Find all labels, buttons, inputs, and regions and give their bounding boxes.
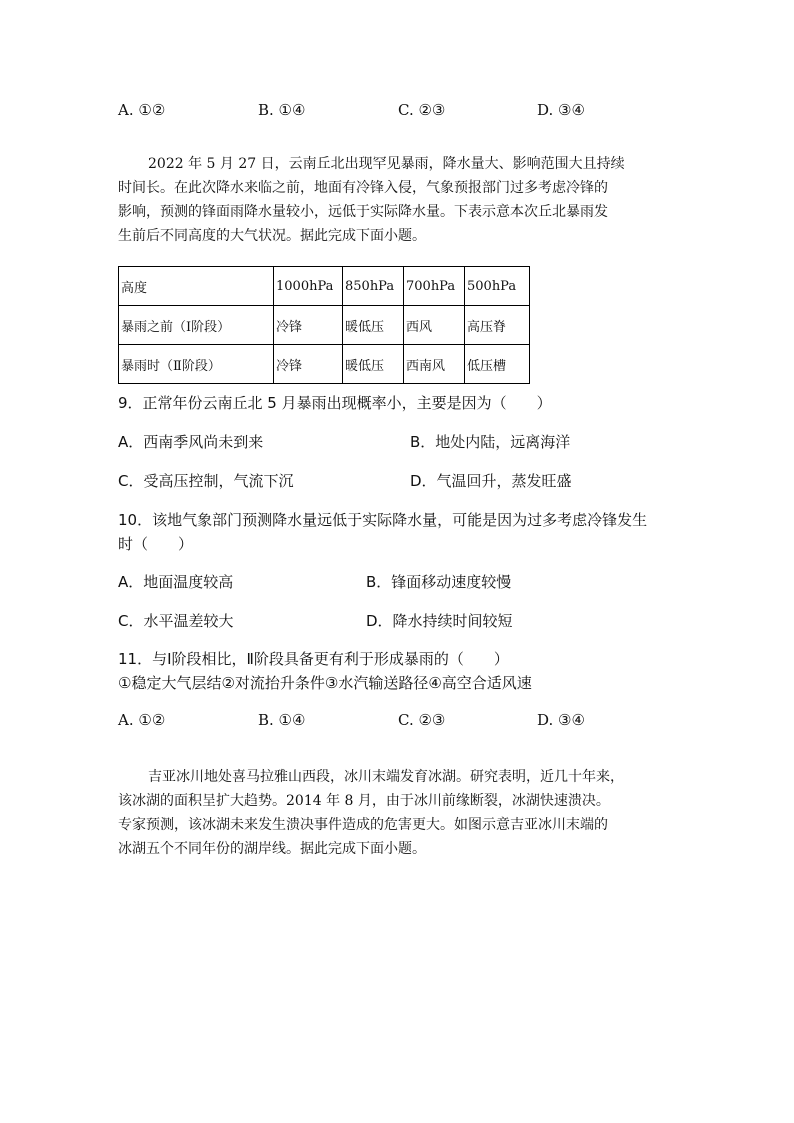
passage-line: 吉亚冰川地处喜马拉雅山西段，冰川末端发育冰湖。研究表明，近几十年来， bbox=[148, 769, 624, 785]
passage-line: 影响，预测的锋面雨降水量较小，远低于实际降水量。下表示意本次丘北暴雨发 bbox=[118, 204, 608, 220]
q9-option-d: D．气温回升，蒸发旺盛 bbox=[410, 472, 572, 490]
previous-question-options bbox=[118, 101, 718, 123]
q10-option-d: D．降水持续时间较短 bbox=[366, 612, 513, 630]
question-10-stem-line1: 10．该地气象部门预测降水量远低于实际降水量，可能是因为过多考虑冷锋发生 bbox=[118, 511, 648, 529]
table-cell: 1000hPa bbox=[274, 267, 343, 306]
q10-option-a: A．地面温度较高 bbox=[118, 573, 234, 591]
table-row bbox=[119, 345, 530, 384]
passage-line: 时间长。在此次降水来临之前，地面有冷锋入侵，气象预报部门过多考虑冷锋的 bbox=[118, 180, 608, 196]
table-cell: 850hPa bbox=[343, 267, 404, 306]
question-11-items: ①稳定大气层结②对流抬升条件③水汽输送路径④高空合适风速 bbox=[118, 674, 532, 692]
question-9-stem: 9．正常年份云南丘北 5 月暴雨出现概率小，主要是因为（ ） bbox=[118, 394, 552, 412]
table-cell: 暖低压 bbox=[343, 345, 404, 384]
table-cell: 冷锋 bbox=[274, 345, 343, 384]
table-cell: 暴雨时（Ⅱ阶段） bbox=[119, 345, 274, 384]
passage-glacier-lake bbox=[118, 765, 678, 861]
q9-option-c: C．受高压控制，气流下沉 bbox=[118, 472, 294, 490]
table-cell: 冷锋 bbox=[274, 306, 343, 345]
table-header-row bbox=[119, 267, 530, 306]
table-cell: 高度 bbox=[119, 267, 274, 306]
option-b: B. ①④ bbox=[258, 101, 306, 119]
q10-option-b: B．锋面移动速度较慢 bbox=[366, 573, 512, 591]
passage-line: 专家预测，该冰湖未来发生溃决事件造成的危害更大。如图示意吉亚冰川末端的 bbox=[118, 817, 608, 833]
table-cell: 高压脊 bbox=[465, 306, 530, 345]
table-cell: 700hPa bbox=[404, 267, 465, 306]
table-cell: 低压槽 bbox=[465, 345, 530, 384]
q11-option-c: C. ②③ bbox=[398, 711, 446, 729]
question-11-stem: 11．与Ⅰ阶段相比，Ⅱ阶段具备更有利于形成暴雨的（ ） bbox=[118, 650, 509, 668]
q9-option-a: A．西南季风尚未到来 bbox=[118, 433, 264, 451]
table-cell: 西南风 bbox=[404, 345, 465, 384]
option-d: D. ③④ bbox=[537, 101, 585, 119]
q10-option-c: C．水平温差较大 bbox=[118, 612, 234, 630]
table-cell: 暴雨之前（Ⅰ阶段） bbox=[119, 306, 274, 345]
table-cell: 西风 bbox=[404, 306, 465, 345]
option-c: C. ②③ bbox=[398, 101, 446, 119]
q11-option-a: A. ①② bbox=[118, 711, 166, 729]
atmosphere-table bbox=[118, 266, 530, 384]
passage-line: 冰湖五个不同年份的湖岸线。据此完成下面小题。 bbox=[118, 841, 426, 857]
passage-yunnan-rainstorm bbox=[118, 152, 678, 248]
question-10-stem-line2: 时（ ） bbox=[118, 535, 194, 553]
passage-line: 该冰湖的面积呈扩大趋势。2014 年 8 月，由于冰川前缘断裂，冰湖快速溃决。 bbox=[118, 793, 610, 809]
passage-line: 2022 年 5 月 27 日，云南丘北出现罕见暴雨，降水量大、影响范围大且持续 bbox=[148, 156, 625, 172]
q9-option-b: B．地处内陆，远离海洋 bbox=[410, 433, 571, 451]
q11-option-d: D. ③④ bbox=[537, 711, 585, 729]
table-cell: 暖低压 bbox=[343, 306, 404, 345]
q11-options bbox=[118, 711, 718, 733]
q11-option-b: B. ①④ bbox=[258, 711, 306, 729]
table-row bbox=[119, 306, 530, 345]
option-a: A. ①② bbox=[118, 101, 166, 119]
passage-line: 生前后不同高度的大气状况。据此完成下面小题。 bbox=[118, 228, 426, 244]
table-cell: 500hPa bbox=[465, 267, 530, 306]
